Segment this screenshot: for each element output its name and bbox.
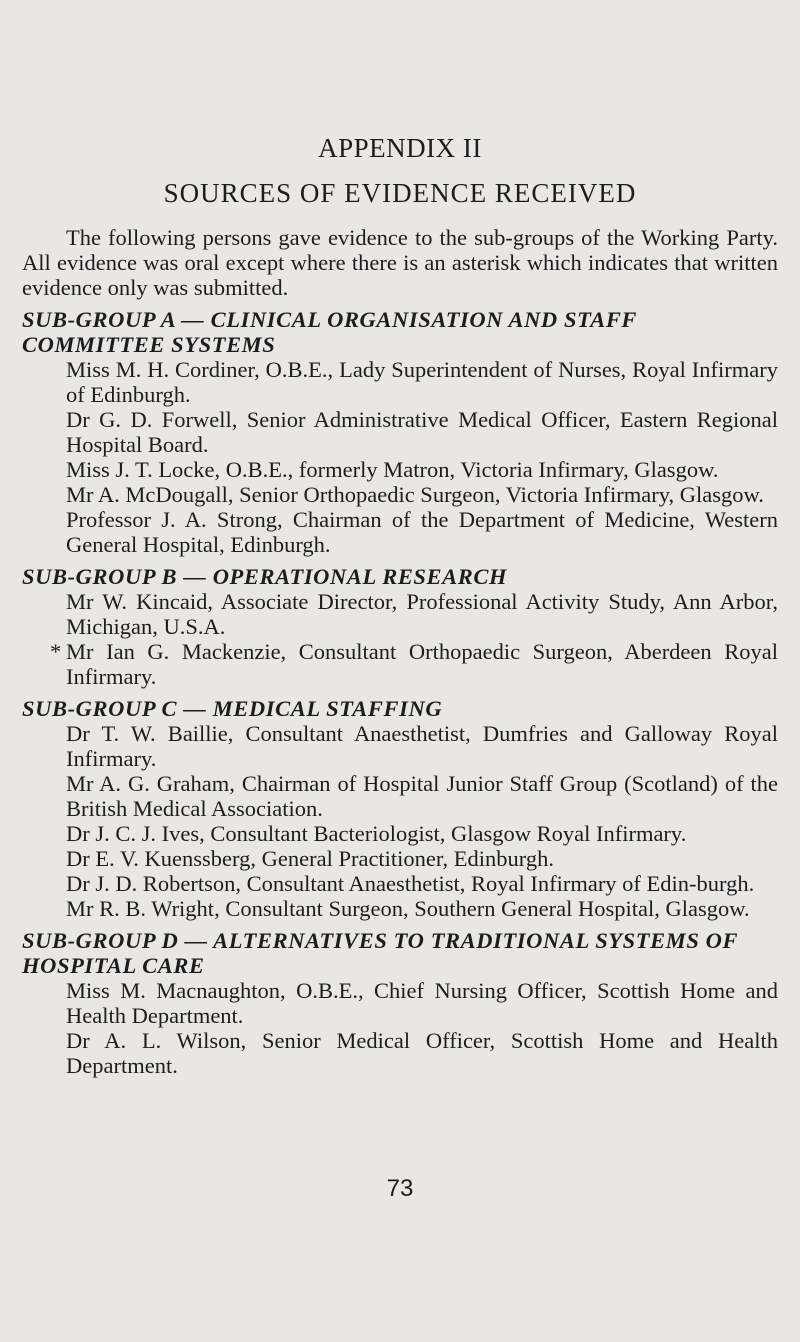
list-item: Dr T. W. Baillie, Consultant Anaesthetist, Dumfries and Galloway Royal Infirmary. — [66, 721, 778, 771]
list-item: Dr A. L. Wilson, Senior Medical Officer, Scottish Home and Health Department. — [66, 1028, 778, 1078]
section-title: SUB-GROUP D — ALTERNATIVES TO TRADITIONAL SYSTEMS OF HOSPITAL CARE — [22, 928, 738, 978]
list-item: Dr E. V. Kuenssberg, General Practitioner, Edinburgh. — [66, 846, 554, 871]
list-item: Dr G. D. Forwell, Senior Administrative Medical Officer, Eastern Regional Hospital Board. — [66, 407, 778, 457]
list-item: Professor J. A. Strong, Chairman of the Department of Medicine, Western General Hospital, Edinburgh. — [66, 507, 778, 557]
section-title: SUB-GROUP A — CLINICAL ORGANISATION AND STAFF COMMITTEE SYSTEMS — [22, 307, 637, 357]
asterisk-marker: * — [50, 639, 62, 664]
section-title: SUB-GROUP B — OPERATIONAL RESEARCH — [22, 564, 508, 589]
list-item: Mr A. McDougall, Senior Orthopaedic Surgeon, Victoria Infirmary, Glasgow. — [66, 482, 764, 507]
intro-paragraph: The following persons gave evidence to the sub-groups of the Working Party. All evidence was oral except where there is an asterisk which indicates that written evidence only was submitted. — [22, 225, 778, 300]
section-c — [22, 696, 778, 921]
list-item: Mr R. B. Wright, Consultant Surgeon, Southern General Hospital, Glasgow. — [66, 896, 750, 921]
entry-list — [22, 978, 778, 1078]
entry-list — [22, 589, 778, 689]
section-d — [22, 928, 778, 1078]
list-item: Dr J. D. Robertson, Consultant Anaesthetist, Royal Infirmary of Edin-burgh. — [66, 871, 755, 896]
list-item: Mr W. Kincaid, Associate Director, Professional Activity Study, Ann Arbor, Michigan, U.S.A. — [66, 589, 778, 639]
appendix-heading: APPENDIX II — [318, 133, 482, 163]
page-title: SOURCES OF EVIDENCE RECEIVED — [163, 178, 637, 208]
list-item — [50, 639, 778, 689]
list-item: Dr J. C. J. Ives, Consultant Bacteriologist, Glasgow Royal Infirmary. — [66, 821, 687, 846]
list-item: Miss J. T. Locke, O.B.E., formerly Matron, Victoria Infirmary, Glasgow. — [66, 457, 719, 482]
entry-list — [22, 721, 778, 921]
list-item: Miss M. H. Cordiner, O.B.E., Lady Superintendent of Nurses, Royal Infirmary of Edinburgh. — [66, 357, 778, 407]
list-item: Mr A. G. Graham, Chairman of Hospital Junior Staff Group (Scotland) of the British Medical Association. — [66, 771, 778, 821]
section-a — [22, 307, 778, 557]
section-title: SUB-GROUP C — MEDICAL STAFFING — [22, 696, 443, 721]
entry-text: Mr Ian G. Mackenzie, Consultant Orthopaedic Surgeon, Aberdeen Royal Infirmary. — [66, 639, 778, 689]
document-body — [22, 225, 778, 1078]
list-item: Miss M. Macnaughton, O.B.E., Chief Nursing Officer, Scottish Home and Health Department. — [66, 978, 778, 1028]
page-number: 73 — [386, 1175, 414, 1202]
section-b — [22, 564, 778, 689]
entry-list — [22, 357, 778, 557]
